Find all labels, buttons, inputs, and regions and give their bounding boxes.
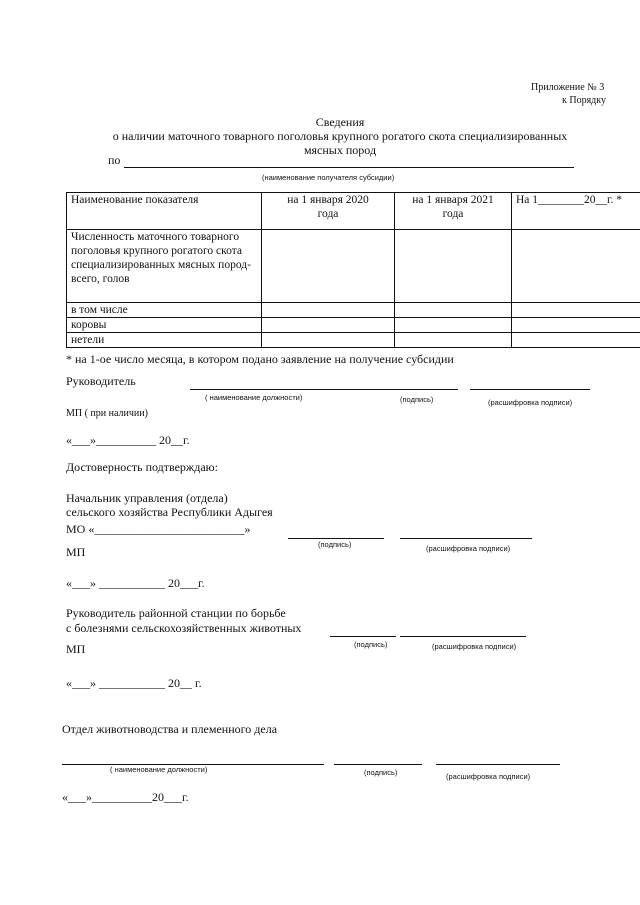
station-decode-line [400,636,526,637]
table-header-row [67,193,640,230]
table-cell[interactable] [395,230,512,303]
livestock-title: Отдел животноводства и племенного дела [62,722,278,736]
row-label: коровы [67,318,262,333]
header-cell: на 1 января 2020 года [262,193,395,230]
ministry-line2: сельского хозяйства Республики Адыгея [66,505,273,519]
table-cell[interactable] [395,333,512,348]
station-decode-caption: (расшифровка подписи) [432,642,517,651]
header-cell: На 1________20__г. * [512,193,640,230]
livestock-decode-caption: (расшифровка подписи) [446,772,531,781]
table-cell[interactable] [262,303,395,318]
livestock-decode-line [436,764,560,765]
ministry-line3: МО «_________________________» [66,522,251,536]
table-row [67,303,640,318]
row-label: Численность маточного товарного поголовья крупного рогатого скота специализированных мясных пород-всего, голов [67,230,262,303]
head-position-caption: ( наименование должности) [205,393,303,402]
head-signature-line [378,389,458,390]
title-line3: мясных пород [303,143,377,157]
head-decode-line [470,389,590,390]
table-cell[interactable] [262,333,395,348]
title-line1: Сведения [315,115,365,129]
table-footnote: * на 1-ое число месяца, в котором подано заявление на получение субсидии [66,352,454,366]
ministry-date: «___» ___________ 20___г. [66,576,205,590]
station-date: «___» ___________ 20__ г. [66,676,202,690]
table-cell[interactable] [512,230,640,303]
station-signature-caption: (подпись) [354,640,388,649]
head-label: Руководитель [66,374,136,388]
appendix-line2: к Порядку [562,95,606,106]
livestock-position-caption: ( наименование должности) [110,765,208,774]
table-cell[interactable] [512,303,640,318]
head-date: «___»__________ 20__г. [66,433,190,447]
ministry-stamp: МП [66,545,86,559]
table-row [67,333,640,348]
header-cell: на 1 января 2021 года [395,193,512,230]
row-label: в том числе [67,303,262,318]
header-cell: Наименование показателя [67,193,262,230]
livestock-table [66,192,640,348]
confirm-text: Достоверность подтверждаю: [66,460,218,474]
table-cell[interactable] [395,303,512,318]
recipient-line [124,167,574,168]
appendix-line1: Приложение № 3 [531,82,605,93]
table-row [67,318,640,333]
title-po: по [108,153,121,167]
table-cell[interactable] [512,333,640,348]
head-decode-caption: (расшифровка подписи) [488,398,573,407]
station-line2: с болезнями сельскохозяйственных животных [66,621,302,635]
table-cell[interactable] [512,318,640,333]
recipient-caption: (наименование получателя субсидии) [262,173,395,182]
head-position-line [190,389,390,390]
table-cell[interactable] [395,318,512,333]
livestock-signature-line [334,764,422,765]
table-row [67,230,640,303]
ministry-signature-line [288,538,384,539]
row-label: нетели [67,333,262,348]
head-signature-caption: (подпись) [400,395,434,404]
ministry-signature-caption: (подпись) [318,540,352,549]
livestock-date: «___»__________20___г. [62,790,189,804]
title-line2: о наличии маточного товарного поголовья крупного рогатого скота специализированных [112,129,568,143]
table-cell[interactable] [262,230,395,303]
station-signature-line [330,636,396,637]
station-line1: Руководитель районной станции по борьбе [66,606,286,620]
livestock-signature-caption: (подпись) [364,768,398,777]
head-stamp: МП ( при наличии) [66,408,148,419]
ministry-decode-line [400,538,532,539]
station-stamp: МП [66,642,86,656]
ministry-line1: Начальник управления (отдела) [66,491,228,505]
ministry-decode-caption: (расшифровка подписи) [426,544,511,553]
table-cell[interactable] [262,318,395,333]
